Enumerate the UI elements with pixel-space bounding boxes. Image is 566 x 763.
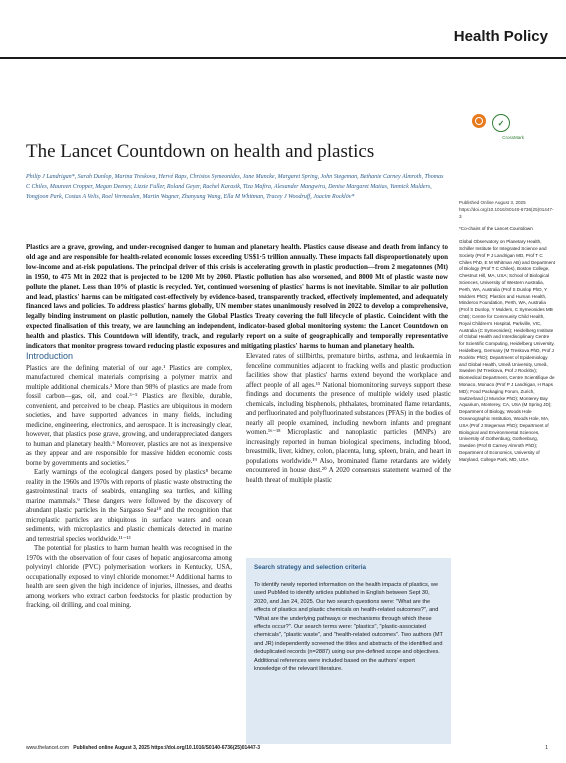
abstract: Plastics are a grave, growing, and under-recognised danger to human and planetary health. Plastics cause disease and death from infancy to old age and are responsible for health-related economic losses exceeding US$1·5 trillion annually. These impacts fall disproportionately upon low-income and at-risk populations. The principal driver of this crisis is accelerating growth in plastic production—from 2 megatonnes (Mt) in 1950, to 475 Mt in 2022 that is projected to be 1200 Mt by 2060. Plastic pollution has also worsened, and 8000 Mt of plastic waste now pollute the planet. Less than 10% of plastic is recycled. Yet, continued worsening of plastics' harms is not inevitable. Similar to air pollution and lead, plastics' harms can be mitigated cost-effectively by evidence-based, transparently tracked, effectively implemented, and adequately financed laws and policies. To address plastics' harms globally, UN member states unanimously resolved in 2022 to develop a comprehensive, legally binding instrument on plastic pollution, namely the Global Plastics Treaty covering the full lifecycle of plastic. Coincident with the expected finalisation of this treaty, we are launching an independent, indicator-based global monitoring system: the Lancet Countdown on health and plastics. This Countdown will identify, track, and regularly report on a suite of geographically and temporally representative indicators that monitor progress toward reducing plastic exposures and mitigating plastics' harms to human and planetary health. [26, 243, 448, 351]
article-badges [472, 114, 510, 132]
article-title: The Lancet Countdown on health and plastics [26, 141, 375, 162]
page-number: 1 [545, 745, 548, 751]
paragraph: The potential for plastics to harm human health was recognised in the 1970s with the observation of four cases of hepatic angiosarcoma among polyvinyl chloride (PVC) polymerisation workers in Kentucky, USA, occupationally exposed to vinyl chloride monomer.¹⁴ Additional harms to health are seen given the high incidence of injuries, illnesses, and deaths among workers who extract carbon feedstocks for plastic production by fracking, oil drilling, and coal mining. [26, 545, 232, 609]
open-access-icon[interactable] [472, 114, 486, 128]
panel-text: To identify newly reported information on the health impacts of plastics, we used PubMed to identify articles published in English between Sept 30, 2020, and Jan 24, 2025. Our two search questions were: "What are the effects of plastics and plastic chemicals on health-related outcomes?", and "What are the underlying pathways or mechanisms through which these effects occur?". Our search terms were: "plastics", "plastic-associated chemicals", "plastic waste", and "health-related outcomes". Two authors (MT and JR) independently screened the titles and abstracts of the identified and deduplicated records (n=2887) using our pre-defined scope and objectives. Additional references were included based on the authors' expert knowledge of the relevant literature. [254, 582, 443, 673]
affiliations: Global Observatory on Planetary Health, Schiller Institute for Integrated Science and Society (Prof P J Landrigan MD, Prof T C Chiles PhD, E M Whitman AB) and Department of Biology (Prof T C Chiles), Boston College, Chestnut Hill, MA, USA; School of Biological Sciences, University of Western Australia, Perth, WA, Australia (Prof S Dunlop PhD, Y Mulders PhD); Plastics and Human Health, Minderoo Foundation, Perth, WA, Australia (Prof S Dunlop, Y Mulders, C Symeonides MB ChB); Centre for Community Child Health, Royal Children's Hospital, Parkville, VIC, Australia (C Symeonides); Heidelberg Institute of Global Health and Interdisciplinary Centre for Scientific Computing, Heidelberg University, Heidelberg, Germany (M Treskova PhD, Prof J Rocklöv PhD); Department of Epidemiology and Global Health, Umeå University, Umeå, Sweden (M Treskova, Prof J Rocklöv); Biomedical Department, Centre Scientifique de Monaco, Monaco (Prof P J Landrigan, H Raps MD); Food Packaging Forum, Zurich, Switzerland (J Muncke PhD); Monterey Bay Aquarium, Monterey, CA, USA (M Spring JD); Department of Biology, Woods Hole Oceanographic Institution, Woods Hole, MA, USA (Prof J Stegeman PhD); Department of Biological and Environmental Sciences, University of Gothenburg, Gothenburg, Sweden (Prof B Carney Almroth PhD); Department of Economics, University of Maryland, College Park, MD, USA [459, 239, 555, 462]
author-list: Philip J Landrigan*, Sarah Dunlop, Marina Treskova, Hervé Raps, Christos Symeonides, Jane Muncke, Margaret Spring, John Stegeman, Bethanie Carney Almroth, Thomas C Chiles, Maureen Cropper, Megan Deeney, Lizzie Fuller, Roland Geyer, Rachel Karasik, Tiza Mafira, Alexander Mangwiru, Denise Margaret Matias, Yannick Mulders, Yongjoon Park, Costas A Velis, Roel Vermeulen, Martin Wagner, Zhanyung Wang, Ella M Whitman, Tracey J Woodruff, Joacim Rocklöv* [26, 174, 444, 200]
publication-line: Published online August 3, 2025 https://doi.org/10.1016/S0140-6736(25)01447-3 [73, 745, 261, 751]
crossmark-icon[interactable]: ✓ [492, 114, 510, 132]
co-chairs-note: *Co-chairs of the Lancet Countdown [459, 226, 533, 232]
body-column-1 [26, 352, 232, 611]
header-rule [0, 57, 566, 59]
journal-site[interactable]: www.thelancet.com [26, 745, 70, 751]
paragraph: Elevated rates of stillbirths, premature births, asthma, and leukaemia in fenceline communities adjacent to fracking wells and plastic production facilities show that plastics' harms extend beyond the workplace and affect people of all ages.¹⁵ National biomonitoring surveys support these findings and documents the presence of multiple widely used plastic chemicals, including bisphenols, phthalates, brominated flame retardants, and perfluorinated and polyfluorinated substances (PFAS) in the bodies of nearly all people examined, including newborn infants and pregnant women.¹⁶⁻¹⁸ Microplastic and nanoplastic particles (MNPs) are increasingly reported in human biological specimens, including blood, breastmilk, liver, kidney, colon, placenta, lung, spleen, brain, and heart in populations worldwide.¹⁹ Also, brominated flame retardants are widely encountered in house dust.²⁰ A 2020 consensus statement warned of the health threat of multiple plastic [246, 353, 451, 484]
publication-info[interactable]: Published Online August 3, 2025 https://doi.org/10.1016/S0140-6736(25)01447-3 [459, 200, 554, 219]
introduction-heading: Introduction [26, 351, 74, 361]
body-column-2 [246, 352, 451, 485]
paragraph: Plastics are the defining material of our age.¹ Plastics are complex, manufactured chemical materials comprising a polymer matrix and multiple additional chemicals.² More than 98% of plastics are made from fossil carbon—gas, oil, and coal.³⁻⁵ Plastics are flexible, durable, convenient, and perceived to be cheap. Plastics are ubiquitous in modern societies, and have supported advances in many fields, including medicine, engineering, electronics, and aerospace. It is increasingly clear, however, that plastics pose grave, growing, and underappreciated dangers to human and planetary health.⁶ Moreover, plastics are not as inexpensive as they appear and are responsible for massive hidden economic costs borne by governments and societies.⁷ [26, 364, 232, 467]
panel-heading: Search strategy and selection criteria [254, 564, 366, 571]
crossmark-label: CrossMark [502, 135, 524, 140]
page-footer [26, 745, 548, 751]
search-strategy-panel [246, 558, 451, 744]
footer-citation [26, 745, 260, 751]
paragraph: Early warnings of the ecological dangers posed by plastics⁸ became reality in the 1960s and 1970s with reports of plastic waste obstructing the gastrointestinal tracts of seabirds, entangling sea turtles, and killing marine mammals.⁹ These dangers were followed by the discovery of abundant plastic particles in the Sargasso Sea¹⁰ and the recognition that microplastic particles are ubiquitous in surface waters and ocean sediments, with microplastics and plastic chemicals detected in marine and terrestrial species worldwide.¹¹⁻¹³ [26, 469, 232, 543]
article-sidebar [459, 200, 555, 469]
section-label: Health Policy [453, 28, 548, 45]
